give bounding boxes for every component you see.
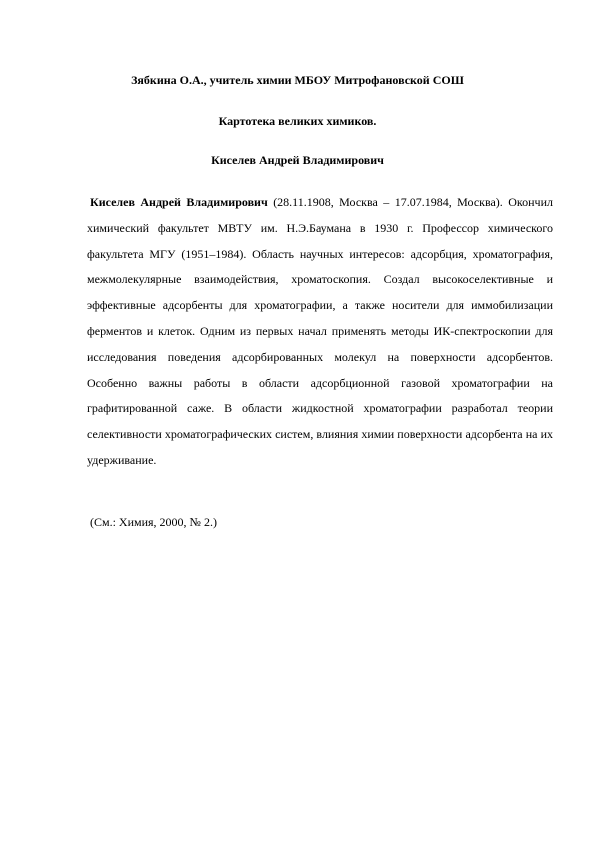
author-line: Зябкина О.А., учитель химии МБОУ Митрофановской СОШ (131, 73, 464, 87)
citation-source: (См.: Химия, 2000, № 2.) (90, 515, 217, 529)
biography-paragraph (87, 190, 553, 474)
biography-text: (28.11.1908, Москва – 17.07.1984, Москва). Окончил химический факультет МВТУ им. Н.Э.Баумана в 1930 г. Профессор химического факультета МГУ (1951–1984). Область научных интересов: адсорбция, хроматография, межмолекулярные взаимодействия, хроматоскопия. Создал высокоселективные и эффективные адсорбенты для хроматографии, а также носители для иммобилизации ферментов и клеток. Одним из первых начал применять методы ИК-спектроскопии для исследования поведения адсорбированных молекул на поверхности адсорбентов. Особенно важны работы в области адсорбционной газовой хроматографии на графитированной саже. В области жидкостной хроматографии разработал теории селективности хроматографических систем, влияния химии поверхности адсорбента на их удерживание. (87, 195, 553, 467)
person-heading: Киселев Андрей Владимирович (211, 153, 384, 167)
biography-name: Киселев Андрей Владимирович (90, 195, 268, 209)
collection-title: Картотека великих химиков. (218, 114, 377, 128)
